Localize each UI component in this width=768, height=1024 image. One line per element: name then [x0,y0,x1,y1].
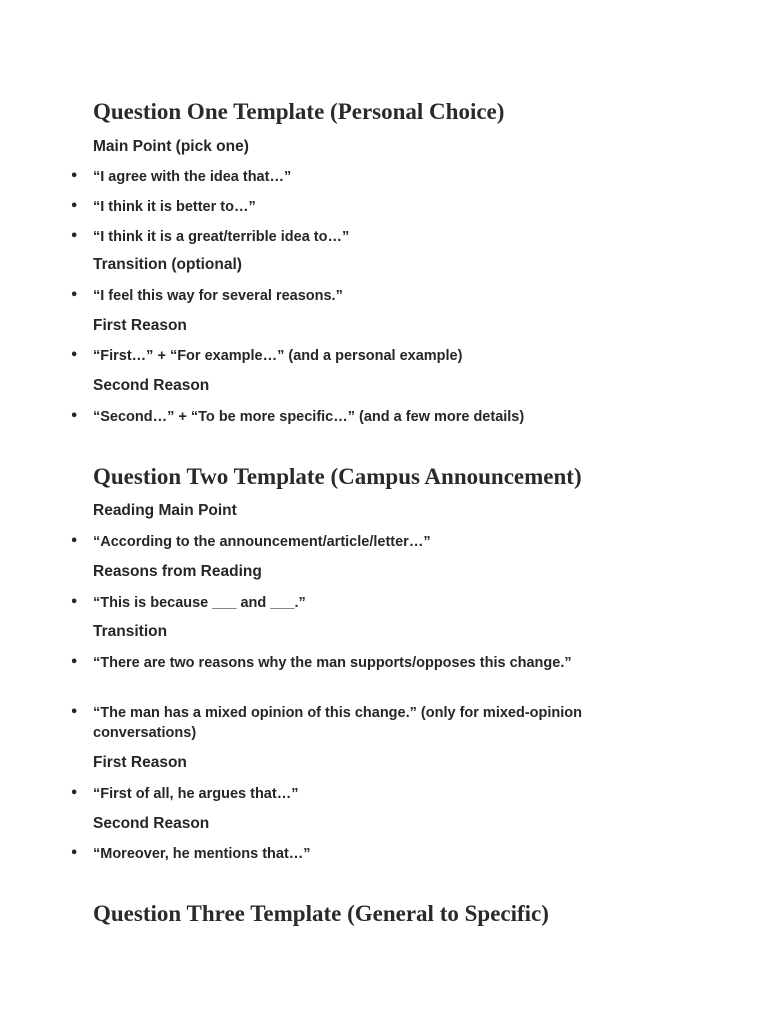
group-label: Transition [93,623,168,640]
list-item [70,346,653,366]
section-heading: Question Two Template (Campus Announcement) [93,464,582,489]
list-item [70,784,653,804]
list-item [70,532,653,552]
list-item [70,197,653,217]
group-label: Second Reason [93,815,210,832]
list-item-text: “I feel this way for several reasons.” [93,288,343,304]
list-item [70,593,653,613]
group-label: Transition (optional) [93,256,242,273]
list-item-text: “According to the announcement/article/letter…” [93,534,431,550]
list-item [70,407,653,427]
list-item [70,703,653,743]
list-item-text: “There are two reasons why the man supports/opposes this change.” [93,655,572,671]
list-item [70,653,653,673]
list-item-text: “This is because ___ and ___.” [93,595,306,611]
list-item [70,167,653,187]
section-heading: Question One Template (Personal Choice) [93,99,505,124]
bullet-icon: • [70,199,79,214]
bullet-icon: • [70,169,79,184]
group-label: Reading Main Point [93,502,237,519]
group-label: Main Point (pick one) [93,138,249,155]
list-item [70,227,653,247]
bullet-icon: • [70,409,79,424]
list-item [70,286,653,306]
list-item-text: “Moreover, he mentions that…” [93,846,311,862]
list-item-text: “First…” + “For example…” (and a personal example) [93,348,463,364]
list-item [70,844,653,864]
group-label: First Reason [93,754,187,771]
group-label: First Reason [93,317,187,334]
group-label: Reasons from Reading [93,563,262,580]
group-label: Second Reason [93,377,210,394]
bullet-icon: • [70,229,79,244]
list-item-text: “Second…” + “To be more specific…” (and a few more details) [93,409,525,425]
section-heading: Question Three Template (General to Specific) [93,901,549,926]
bullet-icon: • [70,705,79,720]
bullet-icon: • [70,655,79,670]
list-item-text: “The man has a mixed opinion of this change.” (only for mixed-opinion conversations) [93,705,583,741]
list-item-text: “I think it is a great/terrible idea to…” [93,229,350,245]
bullet-icon: • [70,786,79,801]
list-item-text: “I agree with the idea that…” [93,169,292,185]
bullet-icon: • [70,288,79,303]
list-item-text: “I think it is better to…” [93,199,256,215]
bullet-icon: • [70,348,79,363]
list-item-text: “First of all, he argues that…” [93,786,299,802]
bullet-icon: • [70,595,79,610]
bullet-icon: • [70,534,79,549]
bullet-icon: • [70,846,79,861]
